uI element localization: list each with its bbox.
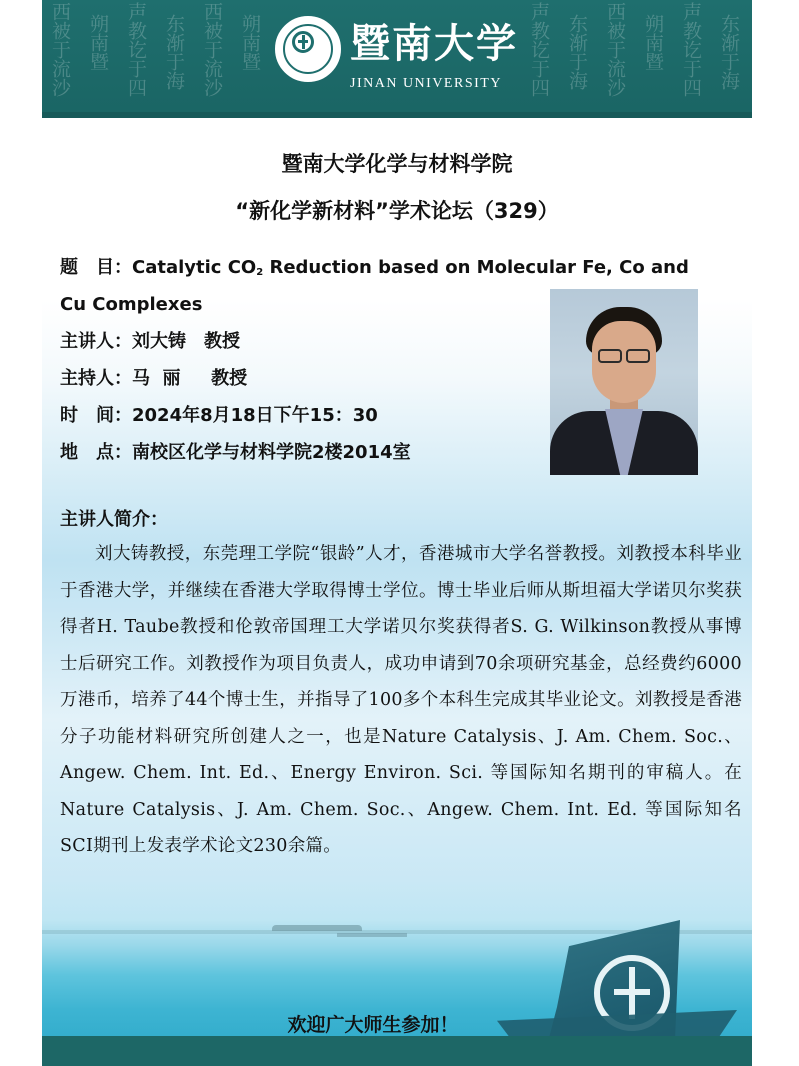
info-place [60,442,411,464]
bio-text: 刘大铸教授，东莞理工学院“银龄”人才，香港城市大学名誉教授。刘教授本科毕业于香港大学，并继续在香港大学取得博士学位。博士毕业后师从斯坦福大学诺贝尔奖获得者H. Taube教授和伦敦帝国理工大学诺贝尔奖获得者S. G. Wilkinson教授从事博士后研究工作。刘教授作为项目负责人，成功申请到70余项研究基金，总经费约6000万港币，培养了44个博士生，并指导了100多个本科生完成其毕业论文。刘教授是香港分子功能材料研究所创建人之一，也是Nature Catalysis、J. Am. Chem. Soc.、Angew. Chem. Int. Ed.、Energy Environ. Sci. 等国际知名期刊的审稿人。在Nature Catalysis、J. Am. Chem. Soc.、Angew. Chem. Int. Ed. 等国际知名SCI期刊上发表学术论文230余篇。 [60,544,742,856]
header-rule [42,112,752,118]
host-value: 马 丽 教授 [132,368,248,389]
header-pattern-column: 声教讫于四 [528,2,550,97]
poster [42,0,752,1066]
header-pattern-column: 声教讫于四 [680,2,702,97]
title-forum: “新化学新材料”学术论坛（329） [235,199,559,223]
footer-band [42,1036,752,1066]
header-pattern-column: 西被于流沙 [49,2,71,97]
header-pattern-column: 东渐于海 [718,14,740,90]
photo-glasses-left [598,349,622,363]
header-pattern-column: 声教讫于四 [125,2,147,97]
island-silhouette-2 [337,933,407,937]
island-silhouette [272,925,362,931]
time-label: 时 间： [60,405,132,426]
university-name-en: JINAN UNIVERSITY [350,76,502,91]
topic-part1: Catalytic CO [132,257,257,278]
title-college: 暨南大学化学与材料学院 [281,152,513,176]
header-pattern-column: 东渐于海 [566,14,588,90]
bio-heading: 主讲人简介： [60,509,168,530]
info-host [60,368,247,390]
university-seal-icon [275,16,341,82]
info-topic [60,257,689,282]
speaker-label: 主讲人： [60,331,132,352]
place-value: 南校区化学与材料学院2楼2014室 [132,442,411,463]
info-topic-line2: Cu Complexes [60,294,203,315]
welcome-text: 欢迎广大师生参加！ [287,1014,459,1036]
header-pattern-column: 西被于流沙 [604,2,626,97]
info-time [60,405,378,427]
header-pattern-column: 朔南暨 [239,14,261,71]
speaker-value: 刘大铸 教授 [132,331,240,352]
topic-label: 题 目： [60,257,132,278]
place-label: 地 点： [60,442,132,463]
header-pattern-column: 朔南暨 [642,14,664,71]
topic-subscript: 2 [256,267,264,278]
speaker-photo [550,289,698,475]
university-name: 暨南大学 [350,20,518,67]
seal-emblem-icon [292,31,314,53]
host-label: 主持人： [60,368,132,389]
info-speaker [60,331,240,353]
topic-part2: Reduction based on Molecular Fe, Co and [263,257,689,278]
photo-glasses-right [626,349,650,363]
header-band [42,0,752,118]
header-pattern-column: 朔南暨 [87,14,109,71]
header-pattern-column: 东渐于海 [163,14,185,90]
header-pattern-column: 西被于流沙 [201,2,223,97]
time-value: 2024年8月18日下午15：30 [132,405,378,426]
